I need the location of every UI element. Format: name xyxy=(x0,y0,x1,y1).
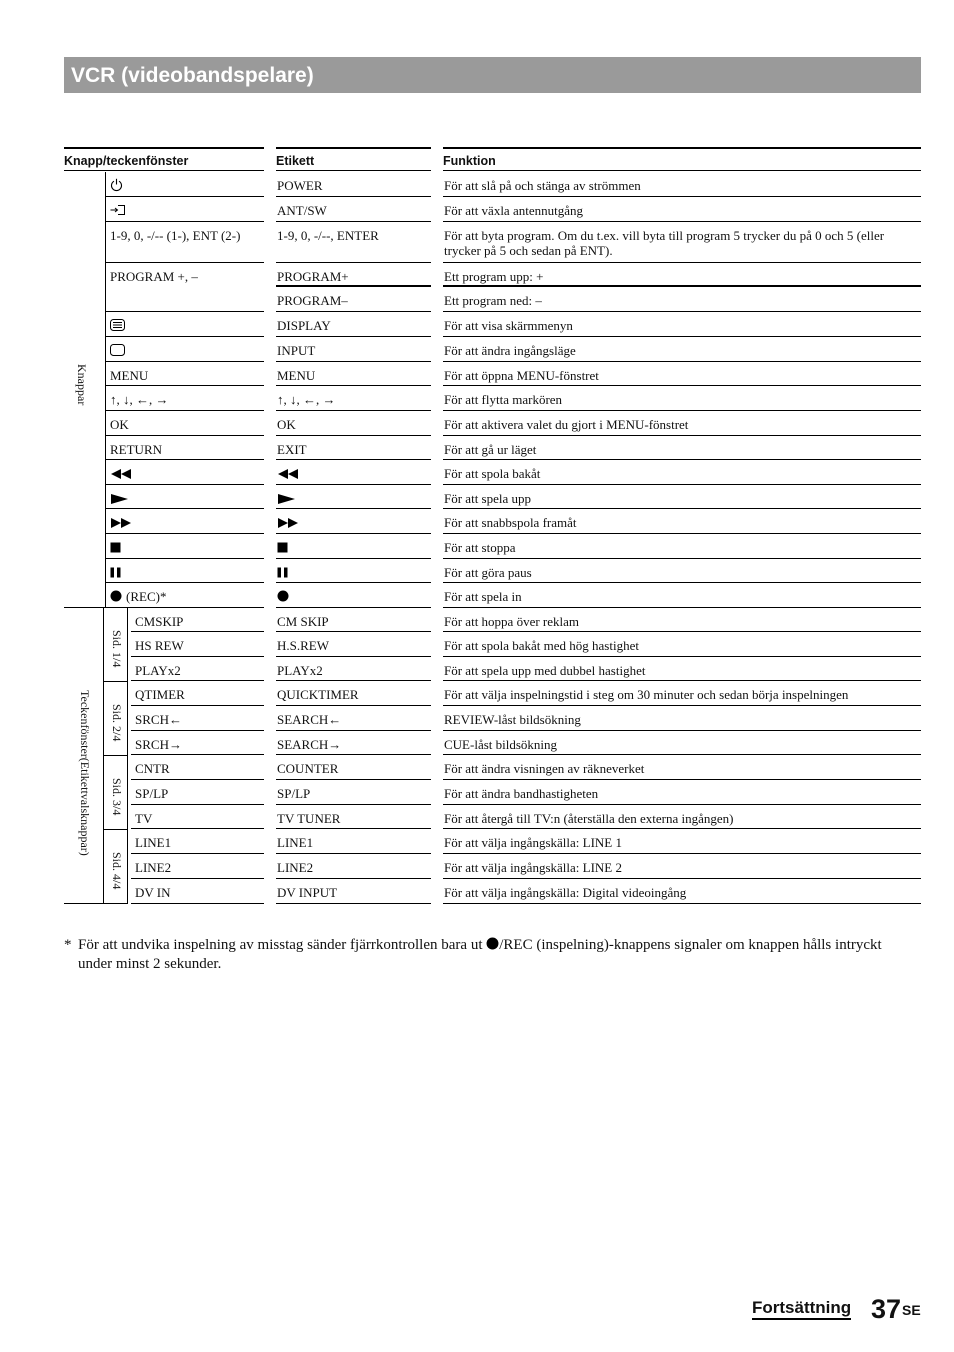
function-cell-text: För att återgå till TV:n (återställa den externa ingången) xyxy=(444,811,734,826)
rewind-icon xyxy=(110,469,132,479)
key-cell xyxy=(106,386,264,411)
label-cell xyxy=(276,534,431,559)
subgroup-label-4: Sid. 4/4 xyxy=(110,852,124,890)
record-icon xyxy=(486,937,499,950)
group-label-teckenfonster-line2: (Etikettvalsknappar) xyxy=(78,757,92,856)
key-cell-text: HS REW xyxy=(135,638,184,653)
label-cell-text: DV INPUT xyxy=(277,885,338,900)
group-label-teckenfonster xyxy=(64,690,92,856)
function-cell xyxy=(443,436,921,460)
key-cell xyxy=(106,436,264,460)
function-cell xyxy=(443,583,921,608)
key-cell xyxy=(106,411,264,436)
key-cell-text: (REC)* xyxy=(126,589,167,604)
group-label-teckenfonster-line1: Teckenfönster xyxy=(78,690,92,758)
function-cell xyxy=(443,755,921,780)
function-cell xyxy=(443,534,921,559)
function-cell xyxy=(443,657,921,681)
key-cell-text: CNTR xyxy=(135,761,170,776)
key-cell xyxy=(131,731,264,755)
label-cell-text: TV TUNER xyxy=(277,811,341,826)
key-cell xyxy=(106,460,264,485)
input-icon xyxy=(110,344,125,356)
function-cell-text: För att göra paus xyxy=(444,565,532,580)
fast-forward-icon xyxy=(110,518,132,528)
label-cell-text: ANT/SW xyxy=(277,203,327,218)
label-cell-text: SEARCH← xyxy=(277,712,342,727)
function-cell-text: För att spela upp med dubbel hastighet xyxy=(444,663,646,678)
label-cell xyxy=(276,657,431,681)
label-cell xyxy=(276,362,431,386)
function-cell-text: För att välja inspelningstid i steg om 30 minuter och sedan börja inspelningen xyxy=(444,687,849,702)
label-cell xyxy=(276,583,431,608)
key-cell-text: QTIMER xyxy=(135,687,185,702)
label-cell xyxy=(276,263,431,287)
subgroup-label-3: Sid. 3/4 xyxy=(110,778,124,816)
key-cell xyxy=(131,681,264,706)
play-icon xyxy=(110,494,129,504)
key-cell-text: SRCH← xyxy=(135,712,182,727)
label-cell-text: POWER xyxy=(277,178,323,193)
function-cell-text: För att välja ingångskälla: LINE 1 xyxy=(444,835,622,850)
function-cell-text: För att spola bakåt xyxy=(444,466,541,481)
function-cell xyxy=(443,731,921,755)
footnote-text-after: /REC (inspelning)-knappens signaler om knappen hålls intryckt under minst 2 sekunder. xyxy=(78,937,882,972)
key-cell xyxy=(106,197,264,222)
function-cell xyxy=(443,312,921,337)
subgroup-divider xyxy=(127,608,128,904)
antenna-switch-icon xyxy=(110,204,126,216)
label-cell xyxy=(276,436,431,460)
key-cell xyxy=(106,362,264,386)
footnote-text-before: För att undvika inspelning av misstag sänder fjärrkontrollen bara ut xyxy=(78,937,487,953)
key-cell xyxy=(131,780,264,805)
label-cell xyxy=(276,222,431,263)
key-cell xyxy=(131,829,264,854)
section-title: VCR (videobandspelare) xyxy=(71,64,314,87)
key-cell xyxy=(131,879,264,904)
function-cell xyxy=(443,854,921,879)
header-function: Funktion xyxy=(443,147,921,171)
key-cell xyxy=(131,706,264,731)
function-cell xyxy=(443,337,921,362)
function-cell xyxy=(443,608,921,632)
key-cell xyxy=(106,583,264,608)
label-cell xyxy=(276,559,431,583)
key-cell xyxy=(106,222,264,263)
function-cell xyxy=(443,172,921,197)
key-cell xyxy=(106,509,264,534)
key-cell-text: OK xyxy=(110,417,129,432)
label-cell-text: PROGRAM– xyxy=(277,293,348,308)
power-icon xyxy=(110,178,123,192)
label-cell-text: OK xyxy=(277,417,296,432)
function-cell-text: För att spela upp xyxy=(444,491,532,506)
function-cell xyxy=(443,362,921,386)
key-cell xyxy=(106,485,264,509)
function-cell xyxy=(443,460,921,485)
key-cell xyxy=(106,559,264,583)
footnote-marker: * xyxy=(64,937,72,953)
subgroup-separator-3 xyxy=(103,829,128,830)
function-cell xyxy=(443,411,921,436)
function-cell-text: För att gå ur läget xyxy=(444,442,537,457)
key-cell xyxy=(106,312,264,337)
table-bottom-left xyxy=(64,903,128,904)
function-cell-text: För att snabbspola framåt xyxy=(444,515,577,530)
label-cell xyxy=(276,854,431,879)
section-title-bar xyxy=(64,57,921,93)
function-cell xyxy=(443,197,921,222)
label-cell xyxy=(276,706,431,731)
group-separator xyxy=(64,607,106,608)
key-cell-text: CMSKIP xyxy=(135,614,184,629)
function-cell-text: För att spola bakåt med hög hastighet xyxy=(444,638,639,653)
key-cell-text: ↑, ↓, ←, → xyxy=(110,392,169,407)
key-cell xyxy=(131,805,264,829)
label-cell-text: 1-9, 0, -/--, ENTER xyxy=(277,228,379,243)
key-cell-text: SRCH→ xyxy=(135,737,182,752)
label-cell xyxy=(276,829,431,854)
function-cell xyxy=(443,632,921,657)
label-cell xyxy=(276,485,431,509)
label-cell-text: SEARCH→ xyxy=(277,737,342,752)
function-cell xyxy=(443,780,921,805)
label-cell-text: PROGRAM+ xyxy=(277,269,349,284)
play-icon xyxy=(277,494,296,504)
label-cell xyxy=(276,197,431,222)
function-cell-text: För att växla antennutgång xyxy=(444,203,583,218)
header-key: Knapp/teckenfönster xyxy=(64,147,264,171)
key-cell-text: DV IN xyxy=(135,885,171,900)
function-cell xyxy=(443,879,921,904)
label-cell xyxy=(276,755,431,780)
label-cell xyxy=(276,460,431,485)
label-cell-text: H.S.REW xyxy=(277,638,329,653)
function-cell xyxy=(443,263,921,287)
key-cell xyxy=(131,608,264,632)
key-cell-text: LINE1 xyxy=(135,835,172,850)
key-cell xyxy=(131,755,264,780)
function-cell-text: För att välja ingångskälla: Digital videoingång xyxy=(444,885,687,900)
function-cell-text: För att byta program. Om du t.ex. vill byta till program 5 trycker du på 0 och 5 (eller trycker på 5 och sedan på ENT). xyxy=(444,228,885,258)
function-cell-text: För att visa skärmmenyn xyxy=(444,318,573,333)
subgroup-label-1: Sid. 1/4 xyxy=(110,630,124,668)
function-cell xyxy=(443,485,921,509)
label-cell-text: INPUT xyxy=(277,343,316,358)
function-cell-text: För att aktivera valet du gjort i MENU-fönstret xyxy=(444,417,689,432)
group-divider-teckenfonster xyxy=(103,608,104,904)
key-cell-text: RETURN xyxy=(110,442,162,457)
page-number-value: 37 xyxy=(871,1294,902,1324)
key-cell-text: TV xyxy=(135,811,153,826)
function-cell-text: För att ändra bandhastigheten xyxy=(444,786,599,801)
function-cell xyxy=(443,706,921,731)
rewind-icon xyxy=(277,469,299,479)
function-cell-text: För att hoppa över reklam xyxy=(444,614,580,629)
pause-icon xyxy=(110,567,121,578)
label-cell-text: LINE2 xyxy=(277,860,314,875)
stop-icon xyxy=(110,542,121,553)
function-cell-text: För att spela in xyxy=(444,589,522,604)
key-cell xyxy=(131,632,264,657)
label-cell xyxy=(276,411,431,436)
record-icon xyxy=(110,590,122,602)
function-cell-text: För att välja ingångskälla: LINE 2 xyxy=(444,860,622,875)
footnote xyxy=(64,936,914,974)
label-cell xyxy=(276,632,431,657)
function-cell-text: För att ändra visningen av räkneverket xyxy=(444,761,645,776)
group-label-knappar: Knappar xyxy=(75,364,89,406)
label-cell-text: EXIT xyxy=(277,442,307,457)
key-cell xyxy=(106,172,264,197)
label-cell xyxy=(276,337,431,362)
function-cell-text: För att öppna MENU-fönstret xyxy=(444,368,599,383)
function-cell-text: För att slå på och stänga av strömmen xyxy=(444,178,641,193)
page-number-suffix: SE xyxy=(902,1302,921,1318)
display-icon xyxy=(110,319,125,331)
key-cell xyxy=(106,263,264,312)
function-cell-text: Ett program ned: – xyxy=(444,293,542,308)
label-cell-text: DISPLAY xyxy=(277,318,331,333)
function-cell xyxy=(443,681,921,706)
pause-icon xyxy=(277,567,288,578)
key-cell-text: LINE2 xyxy=(135,860,172,875)
key-cell xyxy=(106,534,264,559)
label-cell xyxy=(276,731,431,755)
label-cell-text: PLAYx2 xyxy=(277,663,323,678)
function-cell xyxy=(443,386,921,411)
key-cell-text: SP/LP xyxy=(135,786,169,801)
label-cell-text: ↑, ↓, ←, → xyxy=(277,392,336,407)
subgroup-label-2: Sid. 2/4 xyxy=(110,704,124,742)
label-cell xyxy=(276,681,431,706)
label-cell-text: LINE1 xyxy=(277,835,314,850)
function-cell-text: CUE-låst bildsökning xyxy=(444,737,558,752)
continue-label: Fortsättning xyxy=(752,1298,851,1320)
function-cell xyxy=(443,805,921,829)
label-cell-text: QUICKTIMER xyxy=(277,687,359,702)
label-cell-text: CM SKIP xyxy=(277,614,329,629)
fast-forward-icon xyxy=(277,518,299,528)
label-cell-text: MENU xyxy=(277,368,316,383)
function-cell-text: Ett program upp: + xyxy=(444,269,544,284)
function-cell xyxy=(443,287,921,312)
function-cell xyxy=(443,509,921,534)
key-cell xyxy=(131,657,264,681)
label-cell-text: SP/LP xyxy=(277,786,311,801)
key-cell-text: 1-9, 0, -/-- (1-), ENT (2-) xyxy=(110,228,241,243)
label-cell-text: COUNTER xyxy=(277,761,339,776)
subgroup-separator-1 xyxy=(103,681,128,682)
key-cell-text: MENU xyxy=(110,368,149,383)
subgroup-separator-2 xyxy=(103,755,128,756)
label-cell xyxy=(276,312,431,337)
label-cell xyxy=(276,287,431,312)
key-cell-text: PROGRAM +, – xyxy=(110,269,198,284)
label-cell xyxy=(276,608,431,632)
label-cell xyxy=(276,780,431,805)
function-cell-text: För att stoppa xyxy=(444,540,516,555)
function-cell xyxy=(443,222,921,263)
function-cell-text: För att ändra ingångsläge xyxy=(444,343,576,358)
function-cell xyxy=(443,829,921,854)
function-cell-text: För att flytta markören xyxy=(444,392,563,407)
key-cell xyxy=(131,854,264,879)
stop-icon xyxy=(277,542,288,553)
label-cell xyxy=(276,805,431,829)
key-cell-text: PLAYx2 xyxy=(135,663,181,678)
page-number xyxy=(871,1293,921,1325)
header-label: Etikett xyxy=(276,147,431,171)
label-cell xyxy=(276,172,431,197)
label-cell xyxy=(276,509,431,534)
key-cell xyxy=(106,337,264,362)
label-cell xyxy=(276,386,431,411)
record-icon xyxy=(277,590,289,602)
function-cell xyxy=(443,559,921,583)
function-cell-text: REVIEW-låst bildsökning xyxy=(444,712,581,727)
label-cell xyxy=(276,879,431,904)
